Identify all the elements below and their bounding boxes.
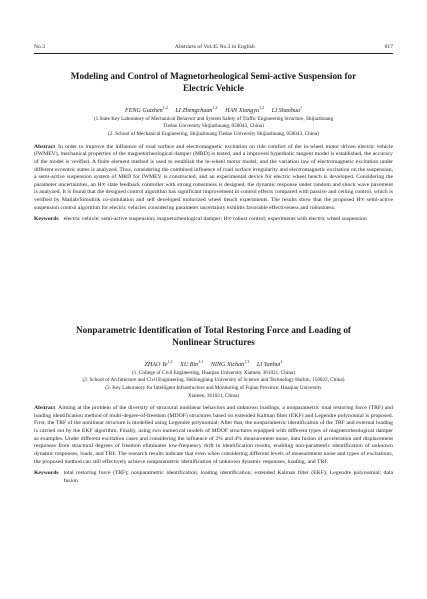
abstract-text: In order to improve the influence of road surface and electromagnetic excitation on ride comfort of the in-wheel motor driven electric vehicle (IWMEV), mechanical properties of the magnetorheological damper (MRD) is tested, and a improved hyperbolic tangent model is established, the accuracy of the model is verified. A finite element method is used to establish the in-wheel motor model, and the variation law of electromagnetic excitation under different eccentric states is analyzed. Thus, considering the combined influence of road surface irregularity and electromagnetic excitation on the suspension, a semi-active suspension system of MRD for IWMEV is constructed, and an experimental device for electric wheel bench is developed. Considering the parameter uncertainties, an H∞ state feedback controller with strong robustness is designed, the dynamic response under random and shock wave pavement is analyzed. It is found that the designed control algorithm has significant improvement in control effects compared with passive and ceiling control, which is verified by Matlab/Simulink co-simulation and self developed motorized wheel bench experiments. The results show that the proposed H∞ semi-active suspension control algorithm for electric vehicles considering parameter uncertainty exhibits favorable effectiveness and robustness. [34, 143, 393, 211]
author-affiliation-mark: 1 [300, 104, 302, 110]
title-line: Nonlinear Structures [172, 337, 255, 348]
author-name: XU Bin [180, 361, 199, 368]
affiliation-line: (3. Key Laboratory for Intelligent Infrastructure and Monitoring of Fujian Province, Huaqiao University [105, 385, 322, 392]
abstract [34, 144, 393, 213]
affiliation-line: (1.State Key Laboratory of Mechanical Behavior and System Safety of Traffic Engineering Structure, Shijiazhuang [93, 115, 334, 122]
title-line: Nonparametric Identification of Total Restoring Force and Loading of [76, 325, 351, 335]
journal-header: Abstracts of Vol.45 No.3 in English [174, 44, 255, 50]
keywords [34, 470, 393, 485]
affiliation-line: (2. School of Architecture and Civil Engineering, Heilongjiang University of Science and Technology Harbin, 150022, China) [82, 377, 345, 384]
abstract-text: Aiming at the problem of the diversity of structural nonlinear behaviors and unknown loadings, a nonparametric total restoring force (TRF) and loading identification method of multi-degree-of-freedom (MDOF) structures based on extended Kalman filter (EKF) and Legendre polynomial is proposed. First, the TRF of the nonlinear structure is modelled using Legendre polynomial; After that, the nonparametric identification of the TRF and external loading is carried out by the EKF algorithm. Finally, using two numerical models of MDOF structures equipped with different types of magnetorheological damper as examples. Under different excitation cases and considering the influence of 2% and 4% measurement noise, data fusion of acceleration and displacement responses from structural degrees of freedom eliminates low-frequency drift in identification results, enabling non-parametric identification of unknown dynamic responses, loads, and TRF. The research results indicate that even when considering different levels of measurement noise and types of excitations, the proposed method can still effectively achieve nonparametric identification of unknown dynamic responses, loading, and TRF. [34, 405, 393, 465]
abstract [34, 405, 393, 466]
author-name: NING Xichan [210, 361, 245, 368]
author-affiliation-mark: 1 [280, 358, 283, 364]
author-name: LI Shaohua [271, 107, 300, 114]
affiliation-line: Tiedao University Shijiazhuang, 050043, China) [163, 123, 264, 130]
keywords-text: electric vehicle; semi-active suspension; magnetorheological damper; H∞ robust control; experiments with electric wheel suspension [63, 216, 367, 223]
abstract-label: Abstract [34, 405, 56, 412]
page-number: 617 [384, 44, 393, 50]
author-affiliation-mark: 1,3 [198, 358, 204, 364]
article-title [34, 324, 393, 349]
affiliation-line: (2. School of Mechanical Engineering, Shijiazhuang Tiedao University Shijiazhuang, 050043, China) [108, 131, 319, 138]
author-list [34, 103, 393, 116]
author-affiliation-mark: 1,2 [259, 104, 265, 110]
author-list [34, 357, 393, 370]
abstract-label: Abstract [34, 143, 56, 150]
keywords-label: Keywords [34, 216, 59, 223]
keywords-label: Keywords [34, 470, 59, 477]
affiliations [34, 116, 393, 139]
title-line: Electric Vehicle [183, 83, 244, 94]
article-1 [34, 70, 393, 224]
author-affiliation-mark: 1,2 [162, 104, 168, 110]
affiliation-line: (1. College of Civil Engineering, Huaqiao University Xiamen, 361021, China) [132, 369, 295, 376]
author-name: LI Yanhui [256, 361, 281, 368]
article-title [34, 70, 393, 95]
title-line: Modeling and Control of Magnetorheological Semi-active Suspension for [70, 71, 357, 81]
author-name: LI Zhengchuan [175, 107, 213, 114]
running-head [34, 44, 393, 50]
keywords-text: total restoring force (TRF); nonparametric identification; loading identification; extended Kalman filter (EKF); Legendre polynomial; data fusion [63, 470, 393, 484]
author-affiliation-mark: 1,3 [244, 358, 250, 364]
author-affiliation-mark: 1,2 [212, 104, 218, 110]
author-name: HAN Xiangyu [225, 107, 260, 114]
header-rule [34, 53, 393, 54]
issue-number: No.3 [34, 44, 46, 50]
author-affiliation-mark: 1,2 [167, 358, 173, 364]
author-name: ZHAO Ye [144, 361, 168, 368]
author-name: FENG Guizhen [124, 107, 163, 114]
affiliation-line: Xiamen, 361021, China) [187, 392, 240, 399]
affiliations [34, 370, 393, 400]
article-2 [34, 324, 393, 485]
keywords [34, 216, 393, 224]
